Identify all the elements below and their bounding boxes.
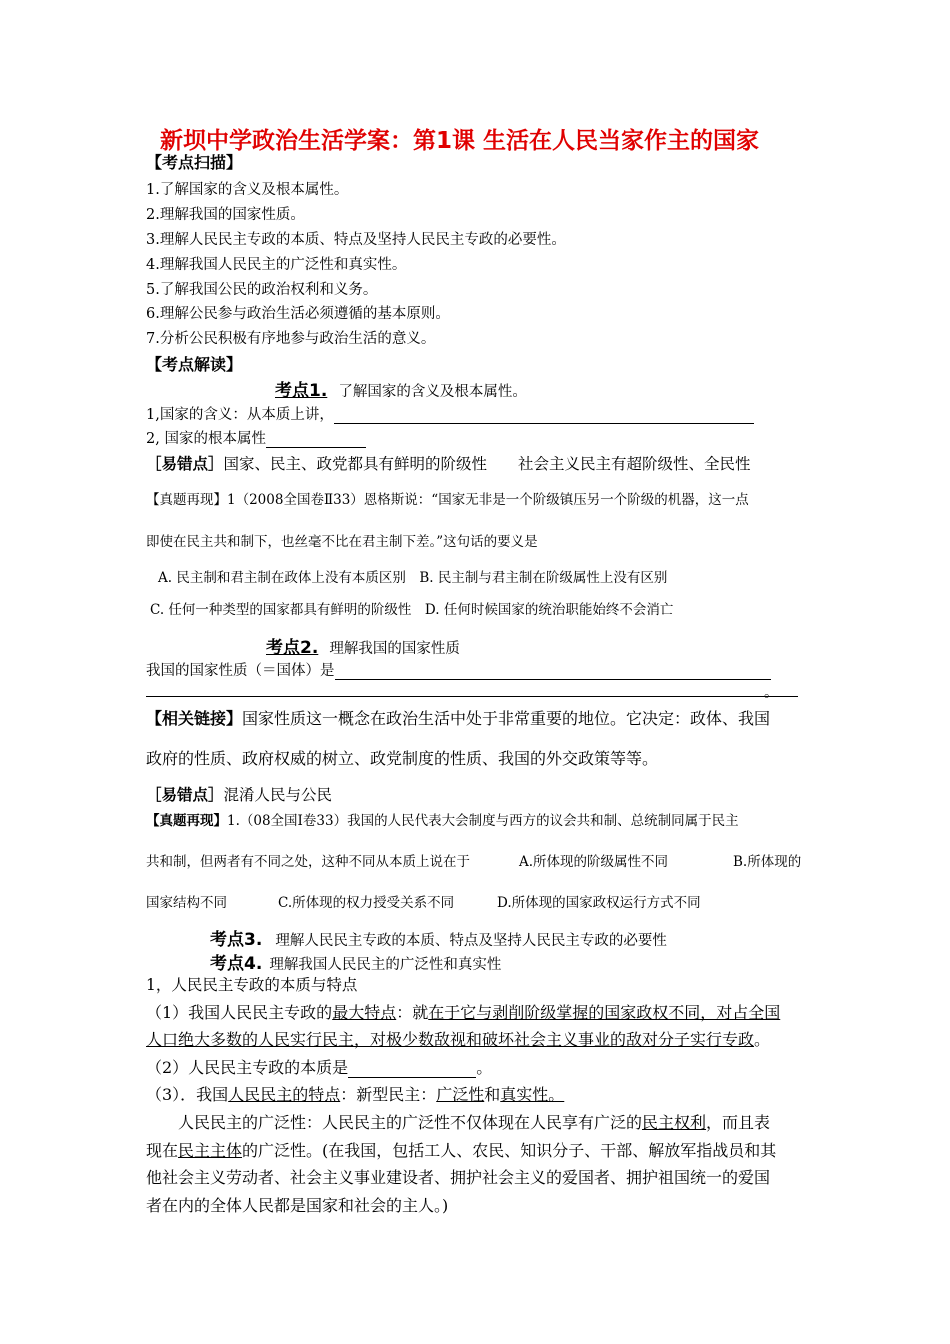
k1-error-text: 国家、民主、政党都具有鲜明的阶级性 社会主义民主有超阶级性、全民性 (223, 455, 751, 473)
k2-exam-label: 【真题再现】 (146, 813, 227, 829)
k4-breadth-text: ，而且表 (706, 1113, 771, 1132)
scan-item: 7.分析公民积极有序地参与政治生活的意义。 (146, 331, 436, 347)
k1-error-point (146, 452, 751, 474)
k1-exam-line1: 【真题再现】1（2008全国卷Ⅱ33）恩格斯说：“国家无非是一个阶级镇压另一个阶级的机器，这一点 (146, 492, 749, 508)
k4-label: 考点4. (210, 954, 263, 974)
k3-label: 考点3. (210, 930, 263, 950)
k4-breadth-line4: 者在内的全体人民都是国家和社会的主人。) (146, 1196, 449, 1215)
k2-question-text: 我国的国家性质（＝国体）是 (146, 663, 335, 679)
k2-link-line2: 政府的性质、政府权威的树立、政党制度的性质、我国的外交政策等等。 (146, 749, 659, 768)
k1-exam-line2: 即使在民主共和制下，也丝毫不比在君主制下差。”这句话的要义是 (146, 534, 538, 550)
k2-link-line1: 国家性质这一概念在政治生活中处于非常重要的地位。它决定：政体、我国 (242, 709, 771, 728)
k1-options-cd: C. 任何一种类型的国家都具有鲜明的阶级性 D. 任何时候国家的统治职能始终不会消亡 (150, 602, 674, 618)
k3-heading (210, 925, 667, 950)
answer-blank[interactable] (335, 665, 771, 680)
k4-point1 (146, 1000, 780, 1023)
k4-p1-underlined: 在于它与剥削阶级掌握的国家政权不同，对占全国 (428, 1003, 781, 1022)
k4-breadth-keyword: 民主权利 (642, 1113, 707, 1132)
k1-q2 (146, 427, 366, 448)
k2-exam-line1 (146, 809, 739, 829)
k4-point3 (146, 1082, 564, 1105)
k4-p2-text: （2）人民民主专政的本质是 (146, 1058, 349, 1077)
k4-p3-keyword: 真实性。 (500, 1085, 565, 1104)
k1-q2-text: 2, 国家的根本属性 (146, 431, 266, 447)
scan-header: 【考点扫描】 (146, 153, 243, 172)
k2-link (146, 706, 770, 729)
k4-p3-text: 和 (484, 1085, 501, 1104)
k4-p3-keyword: 人民民主的特点 (228, 1085, 341, 1104)
k2-option-a: A.所体现的阶级属性不同 (519, 854, 669, 870)
k1-q1-text: 1,国家的含义：从本质上讲， (146, 407, 334, 423)
k4-breadth-text: 人民民主的广泛性：人民民主的广泛性不仅体现在人民享有广泛的 (178, 1113, 643, 1132)
k4-text: 理解我国人民民主的广泛性和真实性 (269, 957, 502, 973)
k4-breadth-line2 (146, 1138, 776, 1161)
k2-option-b-cont: 国家结构不同 (146, 895, 227, 911)
k2-question (146, 659, 771, 680)
answer-blank[interactable] (266, 433, 366, 448)
scan-item: 2.理解我国的国家性质。 (146, 207, 305, 223)
k1-heading (275, 376, 527, 401)
scan-item: 3.理解人民民主专政的本质、特点及坚持人民民主专政的必要性。 (146, 232, 566, 248)
k2-label: 考点2. (266, 638, 319, 658)
k2-option-d: D.所体现的国家政权运行方式不同 (497, 895, 701, 911)
answer-blank[interactable] (334, 409, 754, 424)
k2-link-label: 【相关链接】 (146, 709, 243, 728)
k4-breadth-line3: 他社会主义劳动者、社会主义事业建设者、拥护社会主义的爱国者、拥护祖国统一的爱国 (146, 1168, 771, 1187)
k4-p1-underlined: 人口绝大多数的人民实行民主，对极少数敌视和破坏社会主义事业的敌对分子实行专政 (146, 1030, 755, 1049)
k2-exam-text: 1.（08全国Ⅰ卷33）我国的人民代表大会制度与西方的议会共和制、总统制同属于民主 (227, 813, 739, 829)
k1-options-ab: A. 民主制和君主制在政体上没有本质区别 B. 民主制与君主制在阶级属性上没有区别 (158, 570, 668, 586)
k4-subheading: 1，人民民主专政的本质与特点 (146, 976, 358, 994)
k2-error-text: 混淆人民与公民 (223, 786, 333, 804)
k2-end-mark: 。 (764, 685, 779, 701)
k4-p1-keyword: 最大特点 (332, 1003, 397, 1022)
scan-item: 1.了解国家的含义及根本属性。 (146, 182, 349, 198)
scan-item: 4.理解我国人民民主的广泛性和真实性。 (146, 257, 407, 273)
k1-text: 了解国家的含义及根本属性。 (338, 384, 527, 400)
k4-heading (210, 949, 501, 974)
scan-item: 6.理解公民参与政治生活必须遵循的基本原则。 (146, 306, 450, 322)
k4-p3-keyword: 广泛性 (436, 1085, 485, 1104)
k2-error-label: ［易错点］ (146, 786, 224, 804)
answer-blank-line[interactable] (146, 696, 798, 697)
k4-p2-end: 。 (476, 1058, 493, 1077)
interp-header: 【考点解读】 (146, 355, 243, 374)
k2-heading (266, 633, 460, 658)
k2-option-b: B.所体现的 (733, 854, 802, 870)
answer-blank[interactable] (348, 1063, 476, 1078)
k2-error-point (146, 783, 332, 805)
k4-point1-cont (146, 1027, 770, 1050)
k4-p1-text: （1）我国人民民主专政的 (146, 1003, 333, 1022)
k4-point2 (146, 1055, 492, 1078)
k4-p1-end: 。 (754, 1030, 771, 1049)
scan-item: 5.了解我国公民的政治权利和义务。 (146, 282, 378, 298)
k4-breadth-line1 (178, 1110, 770, 1133)
k4-breadth-text: 的广泛性。(在我国，包括工人、农民、知识分子、干部、解放军指战员和其 (242, 1141, 777, 1160)
k4-p1-text: ：就 (396, 1003, 429, 1022)
k4-p3-text: （3）．我国 (146, 1085, 229, 1104)
k1-error-label: ［易错点］ (146, 455, 224, 473)
k1-label: 考点1. (275, 381, 328, 401)
k2-option-c: C.所体现的权力授受关系不同 (278, 895, 455, 911)
k3-text: 理解人民民主专政的本质、特点及坚持人民民主专政的必要性 (275, 933, 667, 949)
k2-text: 理解我国的国家性质 (329, 641, 460, 657)
k1-q1 (146, 403, 754, 424)
k4-p3-text: ：新型民主： (340, 1085, 437, 1104)
k2-exam-line2: 共和制，但两者有不同之处，这种不同从本质上说在于 (146, 854, 470, 870)
k4-breadth-keyword: 民主主体 (178, 1141, 243, 1160)
k4-breadth-text: 现在 (146, 1141, 179, 1160)
page-title: 新坝中学政治生活学案：第1课 生活在人民当家作主的国家 (160, 128, 760, 154)
